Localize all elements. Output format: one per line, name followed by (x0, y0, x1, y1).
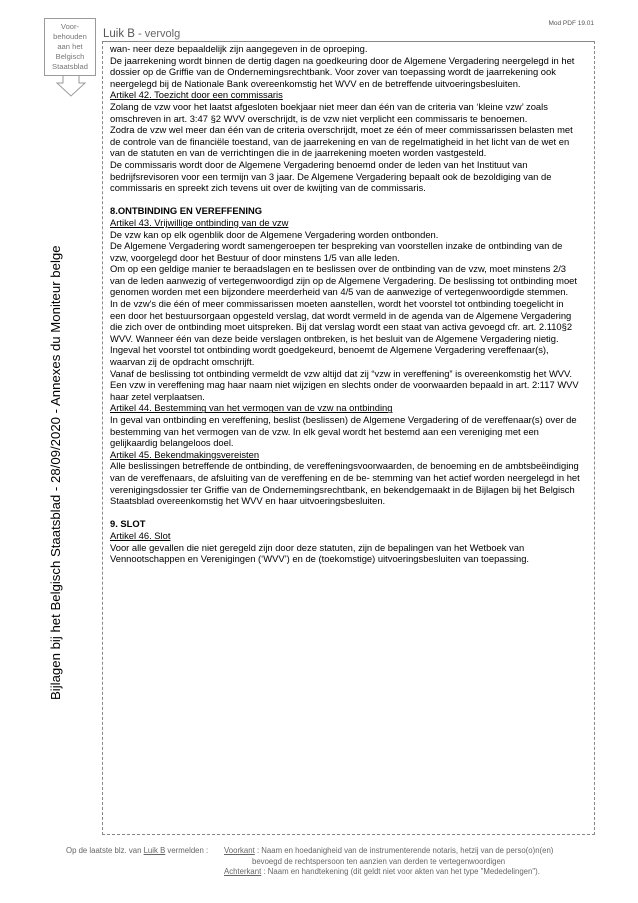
text-line: commissaris en spreekt zich tevens uit over de kwijting van de commissaris. (110, 182, 426, 194)
statute-text (110, 43, 595, 565)
voorkant-text-2: bevoegd de rechtspersoon ten aanzien van derden te vertegenwoordigen (252, 856, 506, 866)
text-line: gelijkaardig belangeloos doel. (110, 437, 234, 449)
paragraph-gap (110, 507, 595, 519)
footer-luik-link: Luik B (143, 846, 166, 855)
section-title: Luik B (103, 28, 135, 40)
text-line: Een vzw in vereffening mag haar naam niet wijzigen en slechts onder de voorwaarden bepaald in art. 2:117 WVV (110, 379, 579, 391)
footer-notes (224, 846, 604, 878)
text-line: verenigingsdossier ter Griffie van de Ondernemingsrechtbank, en bekendgemaakt in de Bijlagen bij het Belgisch (110, 483, 575, 495)
text-line: Zodra de vzw wel meer dan één van de criteria overschrijdt, moet ze één of meer commissarissen belasten met (110, 124, 573, 136)
text-line: Ingeval het voorstel tot ontbinding wordt goedgekeurd, benoemt de Algemene Vergadering vereffenaar(s), (110, 344, 549, 356)
text-line: van de vereffenaars, de afsluiting van de vereffening en de be- stemming van het actief worden neergelegd in het (110, 471, 580, 483)
reserved-label-line: Staatsblad (52, 62, 88, 71)
text-line: Voor alle gevallen die niet geregeld zijn door deze statuten, zijn de bepalingen van het Wetboek van (110, 541, 525, 553)
text-line: haar zetel verplaatsen. (110, 390, 205, 402)
footer-voorkant (224, 846, 604, 857)
article-heading: Artikel 43. Vrijwillige ontbinding van de vzw (110, 216, 289, 228)
text-line: Om op een geldige manier te beraadslagen en te beslissen over de ontbinding van de vzw, moet minstens 2/3 (110, 263, 567, 275)
text-line: wan- neer deze bepaaldelijk zijn aangegeven in de oproeping. (110, 43, 368, 54)
text-line: In geval van ontbinding en vereffening, beslist (beslissen) de Algemene Vergadering of de vereffenaar(s) over de (110, 414, 577, 425)
voorkant-label: Voorkant (224, 846, 255, 855)
footer-achterkant (224, 867, 604, 878)
voorkant-text: : Naam en hoedanigheid van de instrumenterende notaris, hetzij van de perso(o)n(en) (254, 846, 554, 855)
achterkant-text: : Naam en handtekening (dit geldt niet voor akten van het type "Mededelingen"). (261, 867, 540, 876)
text-line: van de statuten en van de verrichtingen die in de jaarrekening moeten worden vastgesteld. (110, 147, 487, 159)
footer-prefix: Op de laatste blz. van (66, 846, 144, 855)
text-line: Vanaf de beslissing tot ontbinding vermeldt de vzw altijd dat zij “vzw in vereffening” is overeenkomstig het WVV. (110, 367, 573, 379)
section-heading: 9. SLOT (110, 518, 146, 530)
text-line: van de leden aanwezig of vertegenwoordigd zijn op de Algemene Vergadering. De beslissing tot ontbinding moet (110, 274, 577, 286)
section-header (103, 28, 180, 40)
text-line: WVV. Wanneer één van deze beide verslagen ontbreken, is het besluit van de Algemene Vergadering nietig. (110, 332, 559, 344)
article-heading: Artikel 42. Toezicht door een commissaris (110, 89, 283, 101)
text-line: Vennootschappen en Verenigingen (‘WVV’) en de (toekomstige) uitvoeringsbesluiten van toepassing. (110, 553, 530, 565)
form-version-label: Mod PDF 19.01 (548, 20, 594, 27)
text-line: De vzw kan op elk ogenblik door de Algemene Vergadering worden ontbonden. (110, 228, 439, 240)
reserved-label-line: Voor- (60, 22, 80, 31)
section-subtitle: - vervolg (134, 28, 181, 40)
vertical-publication-label: Bijlagen bij het Belgisch Staatsblad - 28/09/2020 - Annexes du Moniteur belge (48, 245, 63, 700)
text-line: de controle van de financiële toestand, van de jaarrekening en van de regelmatigheid in het licht van de wet en (110, 135, 570, 147)
reserved-label-line: Belgisch (55, 52, 85, 61)
footer-suffix: vermelden : (165, 846, 209, 855)
article-heading: Artikel 45. Bekendmakingsvereisten (110, 448, 260, 460)
text-line: Zolang de vzw voor het laatst afgesloten boekjaar niet meer dan één van de criteria van ‘kleine vzw’ zoals (110, 100, 548, 112)
achterkant-label: Achterkant (224, 867, 262, 876)
reserved-label-line: behouden (53, 32, 87, 41)
text-line: Alle beslissingen betreffende de ontbinding, de vereffeningsvoorwaarden, de benoeming en de ambtsbeëindiging (110, 460, 579, 472)
text-line: neergelegd bij de Nationale Bank overeenkomstig het WVV en de betreffende uitvoeringsbesluiten. (110, 77, 521, 89)
section-heading: 8.ONTBINDING EN VEREFFENING (110, 205, 263, 217)
footer-instruction (66, 846, 208, 857)
text-line: Staatsblad overeenkomstig het WVV en haar uitvoeringsbesluiten. (110, 495, 386, 507)
article-heading: Artikel 44. Bestemming van het vermogen van de vzw na ontbinding (110, 402, 393, 414)
down-arrow-icon (56, 75, 86, 97)
text-line: dossier op de Griffie van de Ondernemingsrechtbank. Voor zover van toepassing wordt de jaarrekening ook (110, 66, 556, 78)
text-line: De jaarrekening wordt binnen de dertig dagen na goedkeuring door de Algemene Vergadering neergelegd in het (110, 54, 575, 66)
text-line: omschreven in art. 3:47 §2 WVV overschrijdt, is de vzw niet verplicht een commissaris te benoemen. (110, 112, 528, 124)
text-line: genomen worden met een bijzondere meerderheid van 4/5 van de aanwezige of vertegenwoordigde stemmen. (110, 286, 569, 298)
reserved-box (44, 18, 96, 76)
text-line: vzw, voorgelegd door het Bestuur of door minstens 1/5 van alle leden. (110, 251, 400, 263)
text-line: waarvan zij de opdracht omschrijft. (110, 356, 255, 368)
text-line: bestemming van het vermogen van de vzw. In elk geval wordt het bestemd aan een vereniging met een (110, 425, 539, 437)
footer-voorkant-cont (224, 857, 604, 868)
reserved-label-line: aan het (57, 42, 83, 51)
text-line: bedrijfsrevisoren voor een termijn van 3 jaar. De Algemene Vergadering bepaalt ook de bezoldiging van de (110, 170, 552, 182)
text-line: een door het bestuursorgaan opgesteld verslag, dat wordt vermeld in de agenda van de Algemene Vergadering (110, 309, 572, 321)
text-line: die zich over de ontbinding moet uitspreken. Bij dat verslag wordt een staat van activa gevoegd cfr. art. 2.110§2 (110, 321, 573, 333)
article-heading: Artikel 46. Slot (110, 529, 171, 541)
text-line: De commissaris wordt door de Algemene Vergadering benoemd onder de leden van het Instituut van (110, 158, 528, 170)
text-line: In de vzw's die één of meer commissarissen moeten aanstellen, wordt het voorstel tot ontbinding toegelicht in (110, 298, 564, 310)
paragraph-gap (110, 194, 595, 206)
text-line: De Algemene Vergadering wordt samengeroepen ter bespreking van voorstellen inzake de ontbinding van de (110, 240, 563, 252)
